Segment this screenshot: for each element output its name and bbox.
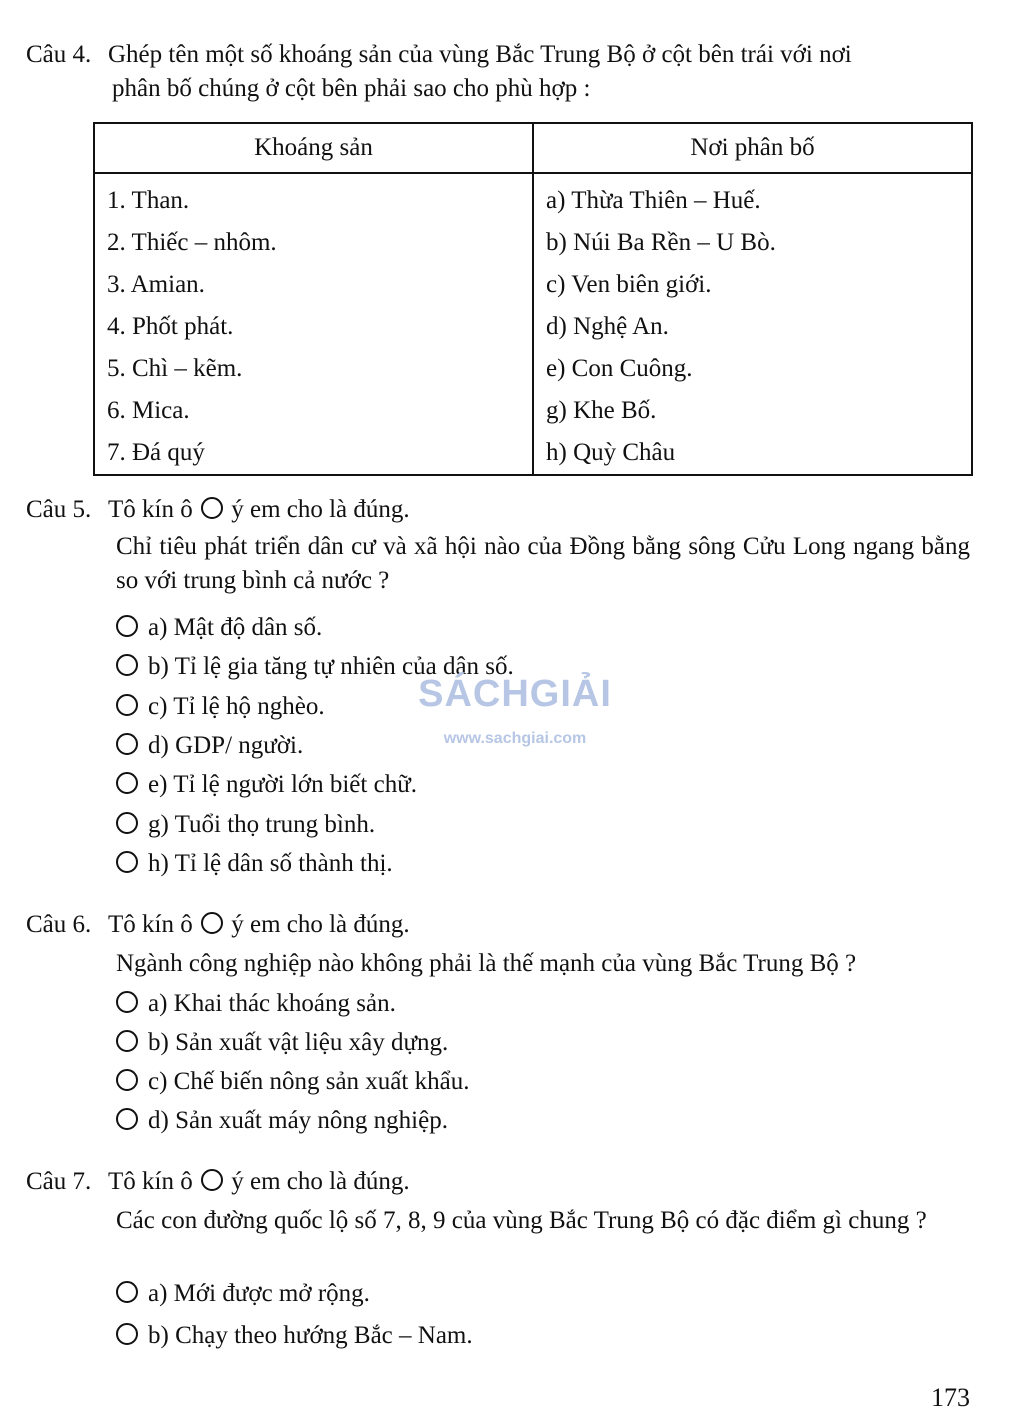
location-item: d) Nghệ An. [546, 313, 669, 340]
mineral-item: 3. Amian. [107, 271, 205, 298]
mineral-item: 4. Phốt phát. [107, 313, 234, 340]
q5-option-label: a) Mật độ dân số. [148, 614, 323, 641]
q6-option-label: a) Khai thác khoáng sản. [148, 990, 396, 1017]
q6-option-label: d) Sản xuất máy nông nghiệp. [148, 1107, 448, 1134]
q6-option[interactable] [116, 1104, 448, 1138]
header-locations: Nơi phân bố [533, 123, 972, 173]
q5-option[interactable] [116, 690, 325, 724]
page-number: 173 [931, 1383, 970, 1412]
q6-option-label: b) Sản xuất vật liệu xây dựng. [148, 1029, 449, 1056]
q5-question: Chỉ tiêu phát triển dân cư và xã hội nào của Đồng bằng sông Cửu Long ngang bằng so với trung bình cả nước ? [116, 533, 970, 594]
q7-heading [26, 1165, 410, 1199]
q4-line2: phân bố chúng ở cột bên phải sao cho phù hợp : [112, 75, 591, 102]
q6-instruction-after: ý em cho là đúng. [231, 911, 410, 938]
q5-heading [26, 493, 410, 527]
q6-number: Câu 6. [26, 911, 92, 938]
q5-option[interactable] [116, 729, 303, 763]
q6-option-label: c) Chế biến nông sản xuất khẩu. [148, 1068, 470, 1095]
radio-circle-icon[interactable] [116, 1069, 138, 1091]
q5-option[interactable] [116, 768, 417, 802]
q7-instruction-before: Tô kín ô [108, 1168, 193, 1195]
location-item: e) Con Cuông. [546, 355, 693, 382]
radio-circle-icon[interactable] [116, 733, 138, 755]
minerals-column [94, 173, 533, 475]
q5-option[interactable] [116, 650, 514, 684]
q7-option[interactable] [116, 1319, 473, 1353]
q5-option[interactable] [116, 611, 322, 645]
radio-circle-icon[interactable] [116, 615, 138, 637]
radio-circle-icon[interactable] [116, 1281, 138, 1303]
q6-heading [26, 908, 410, 942]
q7-option-label: a) Mới được mở rộng. [148, 1280, 370, 1307]
q7-option[interactable] [116, 1277, 370, 1311]
radio-circle-icon[interactable] [116, 654, 138, 676]
watermark-url: www.sachgiai.com [443, 730, 587, 747]
location-item: g) Khe Bố. [546, 397, 657, 424]
table-body-row [94, 173, 972, 475]
q5-instruction-before: Tô kín ô [108, 496, 193, 523]
q5-option-label: b) Tỉ lệ gia tăng tự nhiên của dân số. [148, 653, 514, 680]
q5-instruction-after: ý em cho là đúng. [231, 496, 410, 523]
q5-option[interactable] [116, 808, 375, 842]
q5-option-label: d) GDP/ người. [148, 732, 304, 759]
q5-option[interactable] [116, 847, 393, 881]
q5-option-label: e) Tỉ lệ người lớn biết chữ. [148, 771, 417, 798]
location-item: a) Thừa Thiên – Huế. [546, 187, 761, 214]
q7-instruction-after: ý em cho là đúng. [231, 1168, 410, 1195]
mineral-item: 1. Than. [107, 187, 190, 214]
circle-icon [201, 497, 223, 519]
watermark-brand: SÁCHGIẢI [418, 673, 612, 715]
circle-icon [201, 912, 223, 934]
circle-icon [201, 1169, 223, 1191]
q5-option-label: g) Tuổi thọ trung bình. [148, 811, 376, 838]
radio-circle-icon[interactable] [116, 991, 138, 1013]
location-item: c) Ven biên giới. [546, 271, 712, 298]
table-header-row [94, 123, 972, 173]
q4-heading [26, 38, 852, 72]
radio-circle-icon[interactable] [116, 1108, 138, 1130]
header-minerals: Khoáng sản [94, 123, 533, 173]
q5-option-label: c) Tỉ lệ hộ nghèo. [148, 693, 325, 720]
mineral-item: 2. Thiếc – nhôm. [107, 229, 277, 256]
q7-question: Các con đường quốc lộ số 7, 8, 9 của vùng Bắc Trung Bộ có đặc điểm gì chung ? [116, 1207, 927, 1234]
radio-circle-icon[interactable] [116, 772, 138, 794]
q6-instruction-before: Tô kín ô [108, 911, 193, 938]
radio-circle-icon[interactable] [116, 851, 138, 873]
radio-circle-icon[interactable] [116, 812, 138, 834]
radio-circle-icon[interactable] [116, 1030, 138, 1052]
locations-column [533, 173, 972, 475]
q7-number: Câu 7. [26, 1168, 92, 1195]
q6-option[interactable] [116, 1065, 469, 1099]
mineral-item: 5. Chì – kẽm. [107, 355, 243, 382]
q6-option[interactable] [116, 1026, 448, 1060]
q6-question: Ngành công nghiệp nào không phải là thế mạnh của vùng Bắc Trung Bộ ? [116, 950, 857, 977]
mineral-item: 6. Mica. [107, 397, 190, 424]
radio-circle-icon[interactable] [116, 1323, 138, 1345]
radio-circle-icon[interactable] [116, 694, 138, 716]
location-item: b) Núi Ba Rền – U Bò. [546, 229, 776, 256]
q6-option[interactable] [116, 987, 396, 1021]
mineral-item: 7. Đá quý [107, 439, 205, 466]
q7-option-label: b) Chạy theo hướng Bắc – Nam. [148, 1322, 473, 1349]
q4-line1: Ghép tên một số khoáng sản của vùng Bắc Trung Bộ ở cột bên trái với nơi [108, 41, 852, 68]
q5-option-label: h) Tỉ lệ dân số thành thị. [148, 850, 393, 877]
q4-number: Câu 4. [26, 41, 92, 68]
location-item: h) Quỳ Châu [546, 439, 676, 466]
matching-table [93, 122, 973, 476]
q5-number: Câu 5. [26, 496, 92, 523]
